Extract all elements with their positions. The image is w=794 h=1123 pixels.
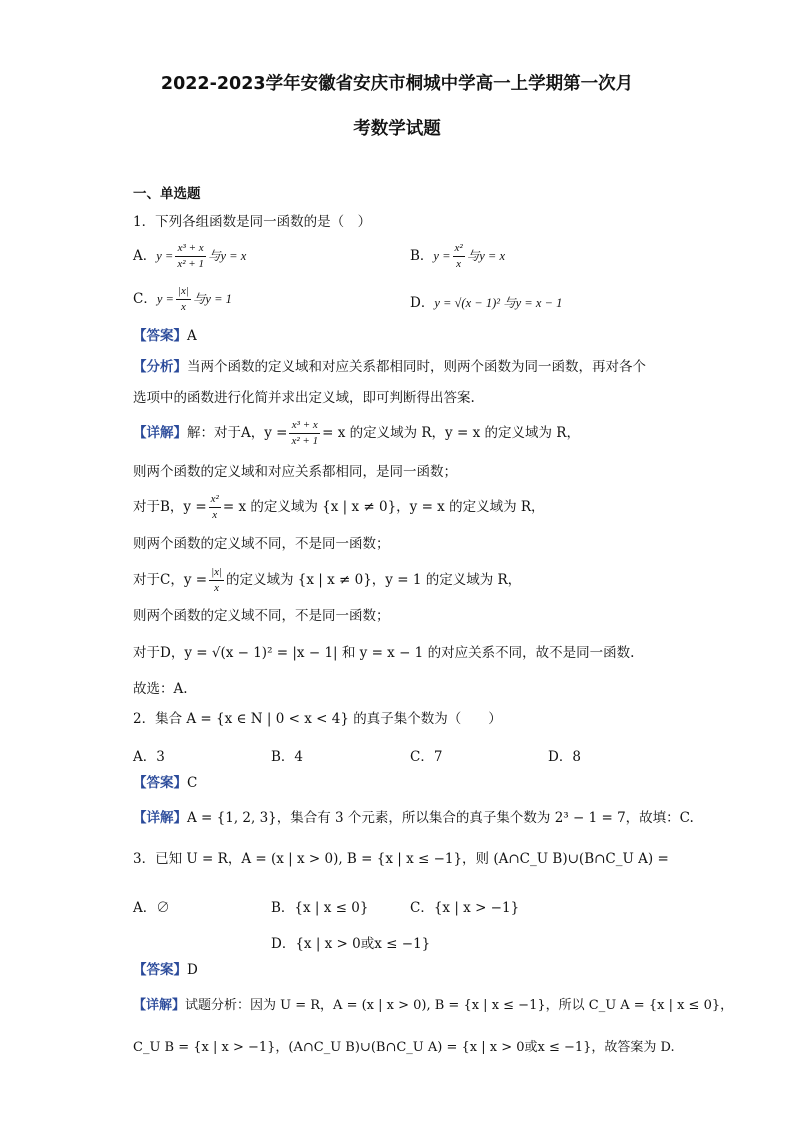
q3-stem: 3．已知 U = R，A = (x | x > 0), B = {x | x ≤ −1}，则 (A∩C_U B)∪(B∩C_U A) = — [133, 851, 669, 867]
q2-option-d: D．8 — [548, 749, 581, 765]
q3-option-d: D．{x | x > 0或x ≤ −1} — [271, 936, 431, 952]
section-heading: 一、单选题 — [133, 186, 201, 202]
doc-title-line1: 2022-2023学年安徽省安庆市桐城中学高一上学期第一次月 — [160, 74, 634, 94]
q2-detail: 【详解】A = {1, 2, 3}，集合有 3 个元素，所以集合的真子集个数为 2³ − 1 = 7，故填：C. — [133, 810, 694, 826]
q2-option-c: C．7 — [410, 749, 443, 765]
q1-detail-5: 对于C，y = $\frac{|x|}{x}$ 的定义域为 {x | x ≠ 0}，y = 1 的定义域为 R， — [133, 566, 522, 594]
q1-detail-2: 则两个函数的定义域和对应关系都相同，是同一函数； — [133, 464, 457, 480]
q2-option-b: B．4 — [271, 749, 304, 765]
q1-option-b: B．y = $\frac{\text{x²}}{x}$ 与y = x — [410, 242, 506, 270]
q3-option-c: C．{x | x > −1} — [410, 900, 520, 916]
q3-detail-2: C_U B = {x | x > −1}，(A∩C_U B)∪(B∩C_U A) = {x | x > 0或x ≤ −1}，故答案为 D. — [133, 1040, 675, 1055]
q2-option-a: A．3 — [133, 749, 165, 765]
q2-stem: 2．集合 A = {x ∈ N | 0 < x < 4} 的真子集个数为（ ） — [133, 711, 502, 727]
doc-title-line2: 考数学试题 — [353, 119, 441, 139]
q3-option-b: B．{x | x ≤ 0} — [271, 900, 369, 916]
q1-analysis-1: 【分析】当两个函数的定义域和对应关系都相同时，则两个函数为同一函数，再对各个 — [133, 359, 646, 375]
q1-detail-3: 对于B，y = $\frac{\text{x²}}{x}$ = x 的定义域为 {x | x ≠ 0}，y = x 的定义域为 R， — [133, 493, 545, 521]
q3-detail-1: 【详解】试题分析：因为 U = R，A = (x | x > 0), B = {x | x ≤ −1}，所以 C_U A = {x | x ≤ 0}， — [133, 998, 734, 1013]
q1-detail-6: 则两个函数的定义域不同，不是同一函数； — [133, 608, 390, 624]
q1-detail-1: 【详解】解：对于A，y = $\frac{\text{x³ + x}}{\text{x² + 1}}$ = x 的定义域为 R，y = x 的定义域为 R， — [133, 419, 580, 447]
q1-stem: 1．下列各组函数是同一函数的是（ ） — [133, 214, 372, 230]
q1-analysis-2: 选项中的函数进行化简并求出定义域，即可判断得出答案. — [133, 390, 475, 406]
q1-detail-8: 故选：A. — [133, 681, 188, 697]
q3-answer: 【答案】D — [133, 962, 198, 978]
q3-option-a: A．∅ — [133, 900, 170, 916]
q2-answer: 【答案】C — [133, 775, 198, 791]
q1-answer: 【答案】A — [133, 328, 197, 344]
q1-option-d: D．y = √(x − 1)² 与y = x − 1 — [410, 295, 563, 311]
q1-detail-7: 对于D，y = √(x − 1)² = |x − 1| 和 y = x − 1 的对应关系不同，故不是同一函数. — [133, 645, 635, 661]
q1-option-c: C．y = $\frac{|x|}{x}$ 与y = 1 — [133, 285, 232, 313]
q1-option-a: A．y = $\frac{\text{x³ + x}}{\text{x² + 1}}$ 与y = x — [133, 242, 247, 270]
q1-detail-4: 则两个函数的定义域不同，不是同一函数； — [133, 536, 390, 552]
